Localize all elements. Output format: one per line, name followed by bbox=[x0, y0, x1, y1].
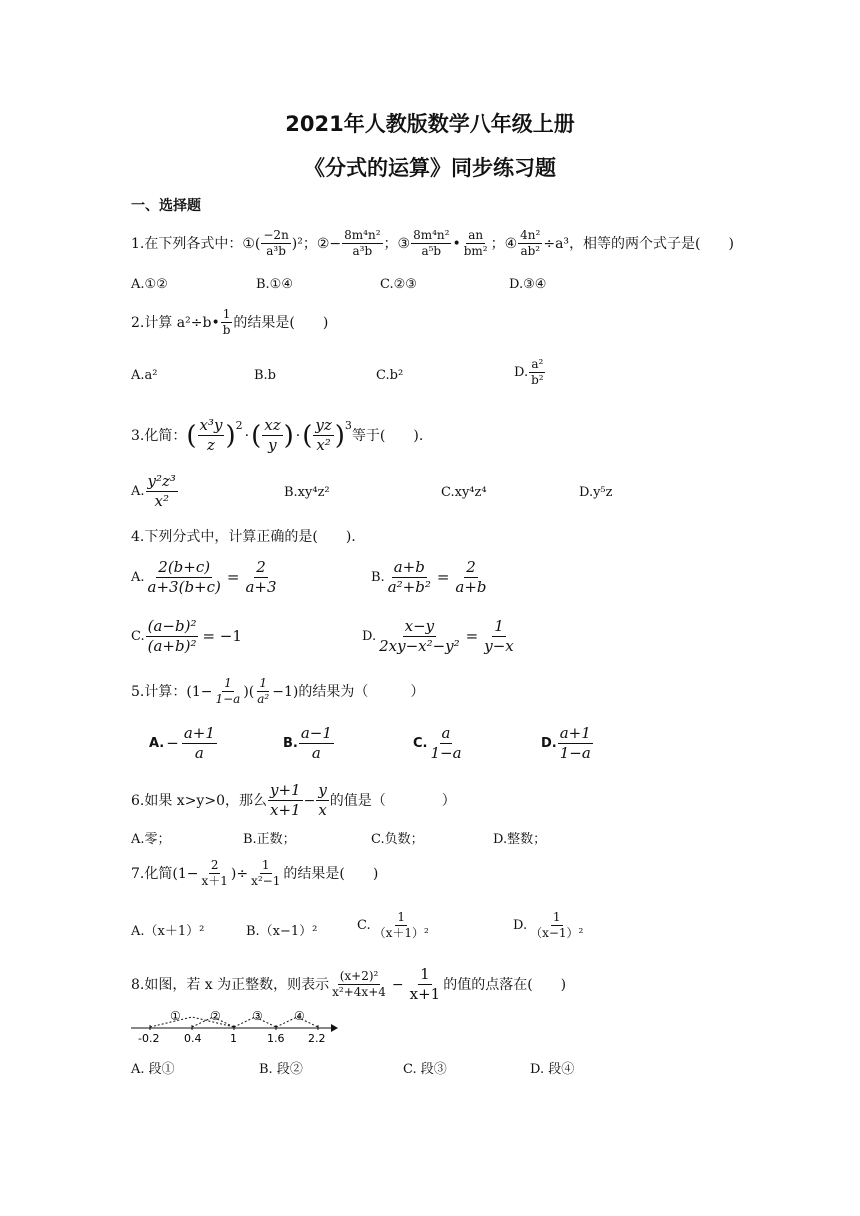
section-heading: 一、选择题 bbox=[131, 198, 201, 214]
option-2d[interactable]: D. $\frac{\text{a²}}{\text{b²}}$ bbox=[514, 357, 544, 387]
question-7-stem: 7.化简(1− $\frac{2}{x+1}$ )÷ $\frac{1}{\text{x²−1}}$ 的结果是( ) bbox=[131, 858, 379, 888]
option-3d[interactable]: D.y⁵z bbox=[579, 485, 613, 500]
number-line-arrow bbox=[331, 1024, 338, 1032]
option-8d[interactable]: D. 段④ bbox=[530, 1062, 575, 1077]
page-title: 2021年人教版数学八年级上册 bbox=[285, 112, 575, 136]
tick-label-1: -0.2 bbox=[138, 1032, 160, 1045]
option-6a[interactable]: A.零； bbox=[131, 832, 171, 847]
tick-label-4: 1.6 bbox=[267, 1032, 285, 1045]
option-5d[interactable]: D. $\frac{a+1}{1-a}$ bbox=[541, 724, 591, 762]
option-2a[interactable]: A.a² bbox=[131, 368, 158, 383]
option-1d[interactable]: D.③④ bbox=[509, 277, 547, 292]
question-5-stem: 5.计算：(1− $\frac{1}{1-a}$ )( $\frac{1}{\text{a²}}$ −1) 的结果为（ ） bbox=[131, 676, 425, 706]
segment-label-1: ① bbox=[170, 1009, 181, 1023]
tick-label-5: 2.2 bbox=[308, 1032, 326, 1045]
option-1c[interactable]: C.②③ bbox=[380, 277, 417, 292]
number-line-figure bbox=[126, 1004, 341, 1046]
option-2b[interactable]: B.b bbox=[254, 368, 277, 383]
option-5b[interactable]: B. $\frac{a-1}{a}$ bbox=[283, 724, 332, 762]
option-6b[interactable]: B.正数； bbox=[243, 832, 296, 847]
segment-label-3: ③ bbox=[252, 1009, 263, 1023]
option-5c[interactable]: C. $\frac{a}{1-a}$ bbox=[413, 724, 462, 762]
option-3a[interactable]: A. $\frac{\text{y²z³}}{\text{x²}}$ bbox=[131, 472, 176, 510]
question-1-stem: 1.在下列各式中： ①( $\frac{-2n}{\text{a³b}}$ )²； ②− $\frac{\text{8m⁴n²}}{\text{a³b}}$ ； ③ $\frac{\text{8m⁴n²}}{\text{a⁵b}}$ • $\frac{an}{\text{bm²}}$ ； ④ $\frac{\text{4n²}}{\text{ab²}}$ ÷a³ ，相等的两个式子是( ) bbox=[131, 228, 734, 258]
option-7c[interactable]: C. $\frac{1}{\text{（x＋1）²}}$ bbox=[357, 910, 429, 940]
option-4a[interactable]: A. $\frac{2(b+c)}{a+3(b+c)}$ = $\frac{2}{a+3}$ bbox=[131, 558, 277, 596]
option-4d[interactable]: D. $\frac{x-y}{\text{2xy−x²−y²}}$ = $\frac{1}{y-x}$ bbox=[362, 617, 514, 655]
tick-label-3: 1 bbox=[230, 1032, 237, 1045]
question-3-stem: 3.化简： ( $\frac{\text{x³y}}{z}$ ) $^2$ · ( $\frac{xz}{y}$ ) · ( $\frac{yz}{\text{x²}}$ ) $^3$ 等于( ). bbox=[131, 416, 424, 454]
option-2c[interactable]: C.b² bbox=[376, 368, 404, 383]
option-3b[interactable]: B.xy⁴z² bbox=[284, 485, 330, 500]
question-4-stem: 4.下列分式中，计算正确的是( ). bbox=[131, 529, 356, 545]
option-5a[interactable]: A. − $\frac{a+1}{a}$ bbox=[149, 724, 215, 762]
option-3c[interactable]: C.xy⁴z⁴ bbox=[441, 485, 487, 500]
option-4b[interactable]: B. $\frac{a+b}{\text{a²+b²}}$ = $\frac{2}{a+b}$ bbox=[371, 558, 487, 596]
tick-label-2: 0.4 bbox=[184, 1032, 202, 1045]
option-1a[interactable]: A.①② bbox=[131, 277, 168, 292]
question-8-stem: 8.如图，若 x 为正整数，则表示 $\frac{\text{(x+2)²}}{\text{x²+4x+4}}$ − $\frac{1}{x+1}$ 的值的点落在( ) bbox=[131, 965, 567, 1003]
option-6c[interactable]: C.负数； bbox=[371, 832, 424, 847]
option-7a[interactable]: A.（x＋1）² bbox=[131, 924, 205, 939]
segment-label-4: ④ bbox=[294, 1009, 305, 1023]
option-7b[interactable]: B.（x−1）² bbox=[246, 924, 318, 939]
option-6d[interactable]: D.整数； bbox=[493, 832, 547, 847]
option-8a[interactable]: A. 段① bbox=[131, 1062, 175, 1077]
option-8c[interactable]: C. 段③ bbox=[403, 1062, 447, 1077]
option-4c[interactable]: C. $\frac{\text{(a−b)²}}{\text{(a+b)²}}$ = −1 bbox=[131, 617, 242, 655]
question-6-stem: 6.如果 x>y>0，那么 $\frac{y+1}{x+1}$ − $\frac{y}{x}$ 的值是（ ） bbox=[131, 781, 456, 819]
question-2-stem: 2.计算 a²÷b• $\frac{1}{b}$ 的结果是( ) bbox=[131, 307, 329, 337]
option-1b[interactable]: B.①④ bbox=[256, 277, 293, 292]
option-7d[interactable]: D. $\frac{1}{\text{（x−1）²}}$ bbox=[513, 910, 584, 940]
segment-label-2: ② bbox=[210, 1009, 221, 1023]
option-8b[interactable]: B. 段② bbox=[259, 1062, 303, 1077]
page-subtitle: 《分式的运算》同步练习题 bbox=[304, 156, 556, 180]
